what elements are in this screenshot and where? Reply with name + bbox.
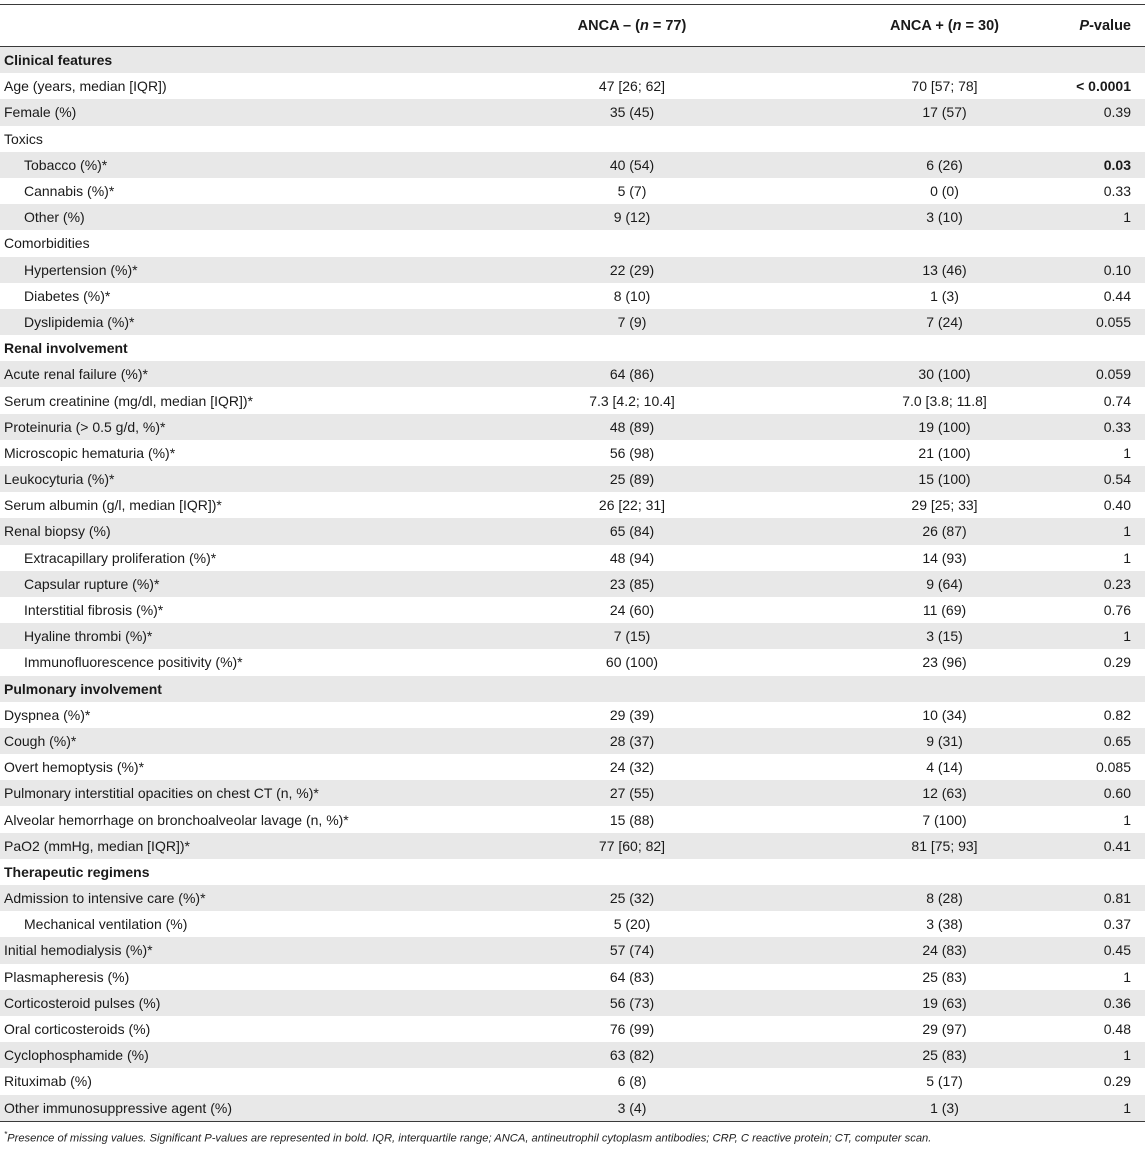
table-row: [0, 754, 1145, 780]
table-row: [0, 257, 1145, 283]
row-label: Overt hemoptysis (%)*: [4, 759, 145, 776]
anca-positive-value: 24 (83): [922, 942, 967, 959]
p-value: 0.059: [1095, 366, 1131, 383]
row-label: Toxics: [4, 130, 43, 147]
header-anca-positive: ANCA + (n = 30): [889, 17, 1000, 34]
anca-positive-value: 10 (34): [922, 706, 967, 723]
section-row: [0, 676, 1145, 702]
p-value: 0.23: [1103, 575, 1131, 592]
anca-negative-value: 56 (73): [609, 994, 655, 1011]
p-value: 0.81: [1103, 890, 1131, 907]
row-label: Serum albumin (g/l, median [IQR])*: [4, 497, 222, 514]
anca-negative-value: 7 (15): [613, 628, 651, 645]
p-value: 0.65: [1103, 732, 1131, 749]
section-label: Clinical features: [4, 52, 113, 69]
anca-positive-value: 7 (100): [922, 811, 967, 828]
row-label: Diabetes (%)*: [24, 287, 111, 304]
p-value: 1: [1123, 1099, 1131, 1116]
p-value: 0.40: [1103, 497, 1131, 514]
table-row: [0, 283, 1145, 309]
table-row: [0, 728, 1145, 754]
p-value: 0.54: [1103, 471, 1131, 488]
section-label: Pulmonary involvement: [4, 680, 162, 697]
row-label: Comorbidities: [4, 235, 90, 252]
anca-positive-value: 6 (26): [926, 156, 963, 173]
anca-negative-value: 63 (82): [609, 1047, 655, 1064]
anca-positive-value: 8 (28): [926, 890, 963, 907]
anca-negative-value: 57 (74): [609, 942, 655, 959]
p-value: 0.33: [1103, 418, 1131, 435]
table-row: [0, 833, 1145, 859]
row-label: Rituximab (%): [4, 1073, 92, 1090]
anca-negative-value: 7.3 [4.2; 10.4]: [589, 392, 675, 409]
row-label: Capsular rupture (%)*: [24, 575, 160, 592]
anca-positive-value: 4 (14): [926, 759, 963, 776]
anca-positive-value: 1 (3): [930, 287, 959, 304]
anca-negative-value: 76 (99): [609, 1021, 655, 1038]
table-row: [0, 1042, 1145, 1068]
p-value: 0.41: [1103, 837, 1131, 854]
table-row: [0, 492, 1145, 518]
anca-positive-value: 19 (100): [918, 418, 971, 435]
table-header: [0, 5, 1145, 46]
anca-negative-value: 5 (20): [613, 916, 651, 933]
anca-negative-value: 77 [60; 82]: [598, 837, 666, 854]
p-value: 0.33: [1103, 183, 1131, 200]
table-row: [0, 361, 1145, 387]
anca-positive-value: 29 (97): [922, 1021, 967, 1038]
table-row: [0, 230, 1145, 256]
anca-positive-value: 29 [25; 33]: [911, 497, 978, 514]
table-row: [0, 99, 1145, 125]
p-value: 1: [1123, 1047, 1131, 1064]
footnote: *Presence of missing values. Significant P-values are represented in bold. IQR, interquartile range; ANCA, antineutrophil cytoplasm antibodies; CRP, C reactive protein; CT, computer scan.: [4, 1129, 932, 1145]
table-row: [0, 466, 1145, 492]
row-label: Admission to intensive care (%)*: [4, 890, 206, 907]
row-label: Other (%): [24, 209, 85, 226]
p-value: 1: [1123, 444, 1131, 461]
table-row: [0, 885, 1145, 911]
anca-negative-value: 3 (4): [617, 1099, 647, 1116]
anca-negative-value: 60 (100): [605, 654, 659, 671]
row-label: Extracapillary proliferation (%)*: [24, 549, 217, 566]
anca-positive-value: 0 (0): [930, 183, 959, 200]
row-label: Leukocyturia (%)*: [4, 471, 115, 488]
section-row: [0, 859, 1145, 885]
row-label: Dyslipidemia (%)*: [24, 313, 135, 330]
anca-negative-value: 25 (89): [609, 471, 655, 488]
table-row: [0, 309, 1145, 335]
table-row: [0, 1068, 1145, 1094]
row-label: Hyaline thrombi (%)*: [24, 628, 153, 645]
anca-negative-value: 47 [26; 62]: [598, 78, 666, 95]
anca-positive-value: 5 (17): [926, 1073, 963, 1090]
p-value: 1: [1123, 811, 1131, 828]
anca-negative-value: 64 (86): [609, 366, 655, 383]
anca-negative-value: 5 (7): [617, 183, 647, 200]
anca-negative-value: 35 (45): [609, 104, 655, 121]
table-row: [0, 545, 1145, 571]
anca-negative-value: 28 (37): [609, 732, 655, 749]
table-row: [0, 806, 1145, 832]
anca-negative-value: 48 (89): [609, 418, 655, 435]
anca-negative-value: 48 (94): [609, 549, 655, 566]
anca-negative-value: 24 (32): [609, 759, 655, 776]
table-row: [0, 990, 1145, 1016]
table-row: [0, 73, 1145, 99]
table-row: [0, 911, 1145, 937]
anca-negative-value: 7 (9): [617, 313, 647, 330]
p-value: 1: [1123, 523, 1131, 540]
header-anca-negative: ANCA – (n = 77): [577, 17, 687, 34]
table-row: [0, 152, 1145, 178]
table-body: [0, 47, 1145, 1121]
anca-positive-value: 9 (31): [926, 732, 963, 749]
table-row: [0, 702, 1145, 728]
anca-negative-value: 40 (54): [609, 156, 655, 173]
anca-positive-value: 25 (83): [922, 968, 967, 985]
anca-positive-value: 30 (100): [918, 366, 971, 383]
p-value: 0.74: [1103, 392, 1131, 409]
row-label: Immunofluorescence positivity (%)*: [24, 654, 243, 671]
table-row: [0, 518, 1145, 544]
table-row: [0, 1016, 1145, 1042]
anca-negative-value: 9 (12): [613, 209, 651, 226]
anca-positive-value: 25 (83): [922, 1047, 967, 1064]
anca-positive-value: 15 (100): [918, 471, 971, 488]
row-label: Mechanical ventilation (%): [24, 916, 188, 933]
row-label: Interstitial fibrosis (%)*: [24, 602, 164, 619]
row-label: Alveolar hemorrhage on bronchoalveolar lavage (n, %)*: [4, 811, 349, 828]
row-label: PaO2 (mmHg, median [IQR])*: [4, 837, 190, 854]
row-label: Proteinuria (> 0.5 g/d, %)*: [4, 418, 166, 435]
row-label: Plasmapheresis (%): [4, 968, 130, 985]
p-value: 0.76: [1103, 602, 1131, 619]
row-label: Initial hemodialysis (%)*: [4, 942, 153, 959]
row-label: Dyspnea (%)*: [4, 706, 91, 723]
p-value: 0.48: [1103, 1021, 1131, 1038]
anca-positive-value: 26 (87): [922, 523, 967, 540]
anca-positive-value: 3 (38): [926, 916, 963, 933]
table-row: [0, 597, 1145, 623]
anca-positive-value: 21 (100): [918, 444, 971, 461]
row-label: Acute renal failure (%)*: [4, 366, 148, 383]
anca-negative-value: 8 (10): [613, 287, 651, 304]
anca-positive-value: 3 (15): [926, 628, 963, 645]
table-row: [0, 414, 1145, 440]
p-value: 0.29: [1103, 654, 1131, 671]
anca-negative-value: 29 (39): [609, 706, 655, 723]
row-label: Cough (%)*: [4, 732, 77, 749]
anca-positive-value: 13 (46): [922, 261, 967, 278]
p-value: 0.36: [1103, 994, 1131, 1011]
table-row: [0, 440, 1145, 466]
row-label: Hypertension (%)*: [24, 261, 138, 278]
anca-negative-value: 64 (83): [609, 968, 655, 985]
anca-positive-value: 70 [57; 78]: [911, 78, 978, 95]
section-label: Renal involvement: [4, 340, 128, 357]
anca-negative-value: 22 (29): [609, 261, 655, 278]
section-label: Therapeutic regimens: [4, 863, 150, 880]
anca-negative-value: 65 (84): [609, 523, 655, 540]
section-row: [0, 47, 1145, 73]
table-row: [0, 387, 1145, 413]
anca-positive-value: 19 (63): [922, 994, 967, 1011]
table-row: [0, 178, 1145, 204]
p-value: 0.44: [1103, 287, 1131, 304]
table-row: [0, 649, 1145, 675]
row-label: Corticosteroid pulses (%): [4, 994, 161, 1011]
p-value: 1: [1123, 549, 1131, 566]
anca-positive-value: 81 [75; 93]: [911, 837, 978, 854]
table-row: [0, 126, 1145, 152]
anca-negative-value: 25 (32): [609, 890, 655, 907]
anca-negative-value: 15 (88): [609, 811, 655, 828]
table-row: [0, 623, 1145, 649]
p-value: 0.085: [1095, 759, 1131, 776]
table-row: [0, 780, 1145, 806]
anca-positive-value: 7 (24): [926, 313, 963, 330]
anca-positive-value: 17 (57): [922, 104, 967, 121]
anca-negative-value: 56 (98): [609, 444, 655, 461]
anca-positive-value: 9 (64): [926, 575, 963, 592]
p-value: 0.37: [1103, 916, 1131, 933]
p-value: 0.60: [1103, 785, 1131, 802]
table-row: [0, 204, 1145, 230]
p-value: 1: [1123, 628, 1131, 645]
table-row: [0, 1095, 1145, 1121]
p-value: 0.055: [1095, 313, 1131, 330]
table-row: [0, 937, 1145, 963]
header-p-value: P-value: [1079, 17, 1131, 34]
p-value: 0.29: [1103, 1073, 1131, 1090]
anca-positive-value: 12 (63): [922, 785, 967, 802]
anca-negative-value: 23 (85): [609, 575, 655, 592]
row-label: Oral corticosteroids (%): [4, 1021, 151, 1038]
anca-positive-value: 14 (93): [922, 549, 967, 566]
section-row: [0, 335, 1145, 361]
row-label: Other immunosuppressive agent (%): [4, 1099, 232, 1116]
row-label: Microscopic hematuria (%)*: [4, 444, 176, 461]
p-value: 1: [1123, 209, 1131, 226]
p-value: 1: [1123, 968, 1131, 985]
anca-positive-value: 23 (96): [922, 654, 967, 671]
p-value: 0.39: [1103, 104, 1131, 121]
row-label: Cyclophosphamide (%): [4, 1047, 149, 1064]
anca-negative-value: 26 [22; 31]: [598, 497, 666, 514]
p-value: < 0.0001: [1076, 78, 1131, 95]
row-label: Cannabis (%)*: [24, 183, 115, 200]
anca-positive-value: 11 (69): [922, 602, 967, 619]
p-value: 0.03: [1103, 156, 1131, 173]
row-label: Age (years, median [IQR]): [4, 78, 167, 95]
anca-positive-value: 7.0 [3.8; 11.8]: [902, 392, 987, 409]
anca-negative-value: 27 (55): [609, 785, 655, 802]
anca-positive-value: 3 (10): [926, 209, 963, 226]
anca-positive-value: 1 (3): [930, 1099, 959, 1116]
table-row: [0, 964, 1145, 990]
p-value: 0.10: [1103, 261, 1131, 278]
row-label: Renal biopsy (%): [4, 523, 111, 540]
p-value: 0.45: [1103, 942, 1131, 959]
anca-negative-value: 6 (8): [617, 1073, 647, 1090]
anca-negative-value: 24 (60): [609, 602, 655, 619]
row-label: Serum creatinine (mg/dl, median [IQR])*: [4, 392, 253, 409]
table-row: [0, 571, 1145, 597]
p-value: 0.82: [1103, 706, 1131, 723]
row-label: Pulmonary interstitial opacities on chest CT (n, %)*: [4, 785, 319, 802]
row-label: Tobacco (%)*: [24, 156, 108, 173]
row-label: Female (%): [4, 104, 77, 121]
